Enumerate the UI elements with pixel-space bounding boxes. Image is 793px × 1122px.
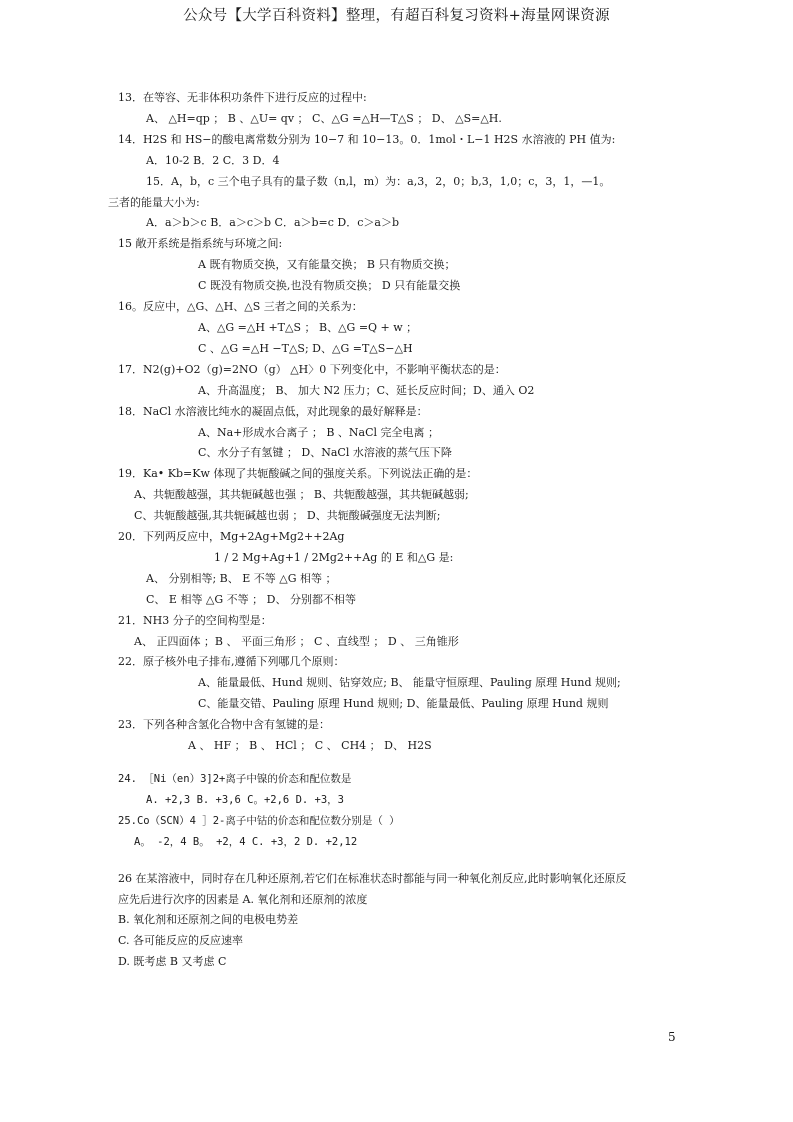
text-line: A、△G =△H +T△S ； B、△G =Q + w ；: [198, 320, 418, 334]
text-line: 应先后进行次序的因素是 A. 氧化剂和还原剂的浓度: [118, 892, 368, 906]
text-line: D. 既考虑 B 又考虑 C: [118, 955, 227, 969]
question-26: [118, 869, 678, 974]
text-line: B. 氧化剂和还原剂之间的电极电势差: [118, 913, 299, 927]
text-line: A. +2,3 B. +3,6 C。+2,6 D. +3，3: [146, 793, 345, 806]
text-line: 16。反应中，△G、△H、△S 三者之间的关系为：: [118, 300, 363, 314]
text-line: A、Na+形成水合离子 ； B 、NaCl 完全电离 ；: [198, 425, 440, 439]
text-line: A、能量最低、Hund 规则、钻穿效应; B、 能量守恒原理、Pauling 原理 Hund 规则;: [198, 676, 621, 690]
text-line: 24. ［Ni（en）3]2+离子中镍的价态和配位数是: [118, 773, 352, 785]
text-line: A、升高温度； B、 加大 N2 压力；C、延长反应时间；D、通入 O2: [198, 383, 535, 397]
text-line: A、 正四面体 ；B 、 平面三角形 ； C 、直线型 ； D 、 三角锥形: [134, 634, 459, 648]
text-line: A、共轭酸越强，其共轭碱越也强 ； B、共轭酸越强，其共轭碱越弱;: [134, 488, 469, 502]
text-line: 15 敞开系统是指系统与环境之间:: [118, 237, 283, 251]
text-line: C、 E 相等 △G 不等 ； D、 分别都不相等: [146, 592, 356, 606]
questions-13-23: [108, 88, 678, 757]
text-line: 1 / 2 Mg+Ag+1 / 2Mg2++Ag 的 E 和△G 是:: [214, 550, 454, 564]
text-line: 25.Co（SCN）4 ］2-离子中钴的价态和配位数分别是（ ）: [118, 814, 400, 827]
document-body: [108, 88, 678, 973]
text-line: A、 △H=qp ； B 、△U= qv ； C、△G =△H—T△S ； D、 △S=△H.: [146, 111, 502, 125]
text-line: A．10-2 B．2 C．3 D．4: [146, 153, 280, 167]
text-line: 13．在等容、无非体积功条件下进行反应的过程中:: [118, 91, 367, 104]
text-line: C 既没有物质交换,也没有物质交换； D 只有能量交换: [198, 279, 461, 293]
text-line: 15．A，b，c 三个电子具有的量子数（n,l，m）为：a,3，2，0；b,3，1,0；c，3，1，—1。: [146, 174, 611, 188]
text-line: A 既有物质交换，又有能量交换； B 只有物质交换；: [198, 258, 456, 272]
text-line: 14．H2S 和 HS−的酸电离常数分别为 10−7 和 10−13。0．1mol・L−1 H2S 水溶液的 PH 值为:: [118, 132, 616, 146]
text-line: 17．N2(g)+O2（g)=2NO（g） △H〉0 下列变化中，不影响平衡状态的是：: [118, 362, 506, 376]
text-line: C. 各可能反应的反应速率: [118, 934, 244, 948]
text-line: C 、△G =△H −T△S; D、△G =T△S−△H: [198, 341, 413, 355]
page-header: 公众号【大学百科资料】整理，有超百科复习资料+海量网课资源: [183, 8, 610, 24]
text-line: A．a＞b＞c B．a＞c＞b C．a＞b=c D．c＞a＞b: [146, 216, 400, 230]
text-line: C、能量交错、Pauling 原理 Hund 规则; D、能量最低、Pauling 原理 Hund 规则: [198, 697, 609, 711]
text-line: 18．NaCl 水溶液比纯水的凝固点低，对此现象的最好解释是：: [118, 404, 428, 418]
text-line: A。 -2，4 B。 +2，4 C. +3，2 D. +2,12: [134, 835, 358, 848]
text-line: 三者的能量大小为:: [108, 195, 200, 209]
text-line: 23．下列各种含氢化合物中含有氢键的是：: [118, 718, 330, 732]
questions-24-25: [118, 769, 678, 853]
text-line: 21．NH3 分子的空间构型是：: [118, 613, 272, 627]
text-line: A 、 HF ； B 、 HCl ； C 、 CH4 ； D、 H2S: [188, 739, 432, 753]
text-line: 20．下列两反应中，Mg+2Ag+Mg2++2Ag: [118, 530, 345, 544]
text-line: C、水分子有氢键 ； D、NaCl 水溶液的蒸气压下降: [198, 446, 452, 460]
text-line: A、 分别相等; B、 E 不等 △G 相等 ；: [146, 571, 337, 585]
page-number: 5: [668, 1030, 676, 1044]
text-line: 19．Ka• Kb=Kw 体现了共轭酸碱之间的强度关系。下列说法正确的是：: [118, 467, 478, 481]
text-line: C、共轭酸越强,其共轭碱越也弱 ； D、共轭酸碱强度无法判断;: [134, 509, 441, 523]
text-line: 26 在某溶液中，同时存在几种还原剂,若它们在标准状态时都能与同一种氧化剂反应,此时影响氧化还原反: [118, 871, 627, 885]
text-line: 22．原子核外电子排布,遵循下列哪几个原则：: [118, 655, 345, 669]
